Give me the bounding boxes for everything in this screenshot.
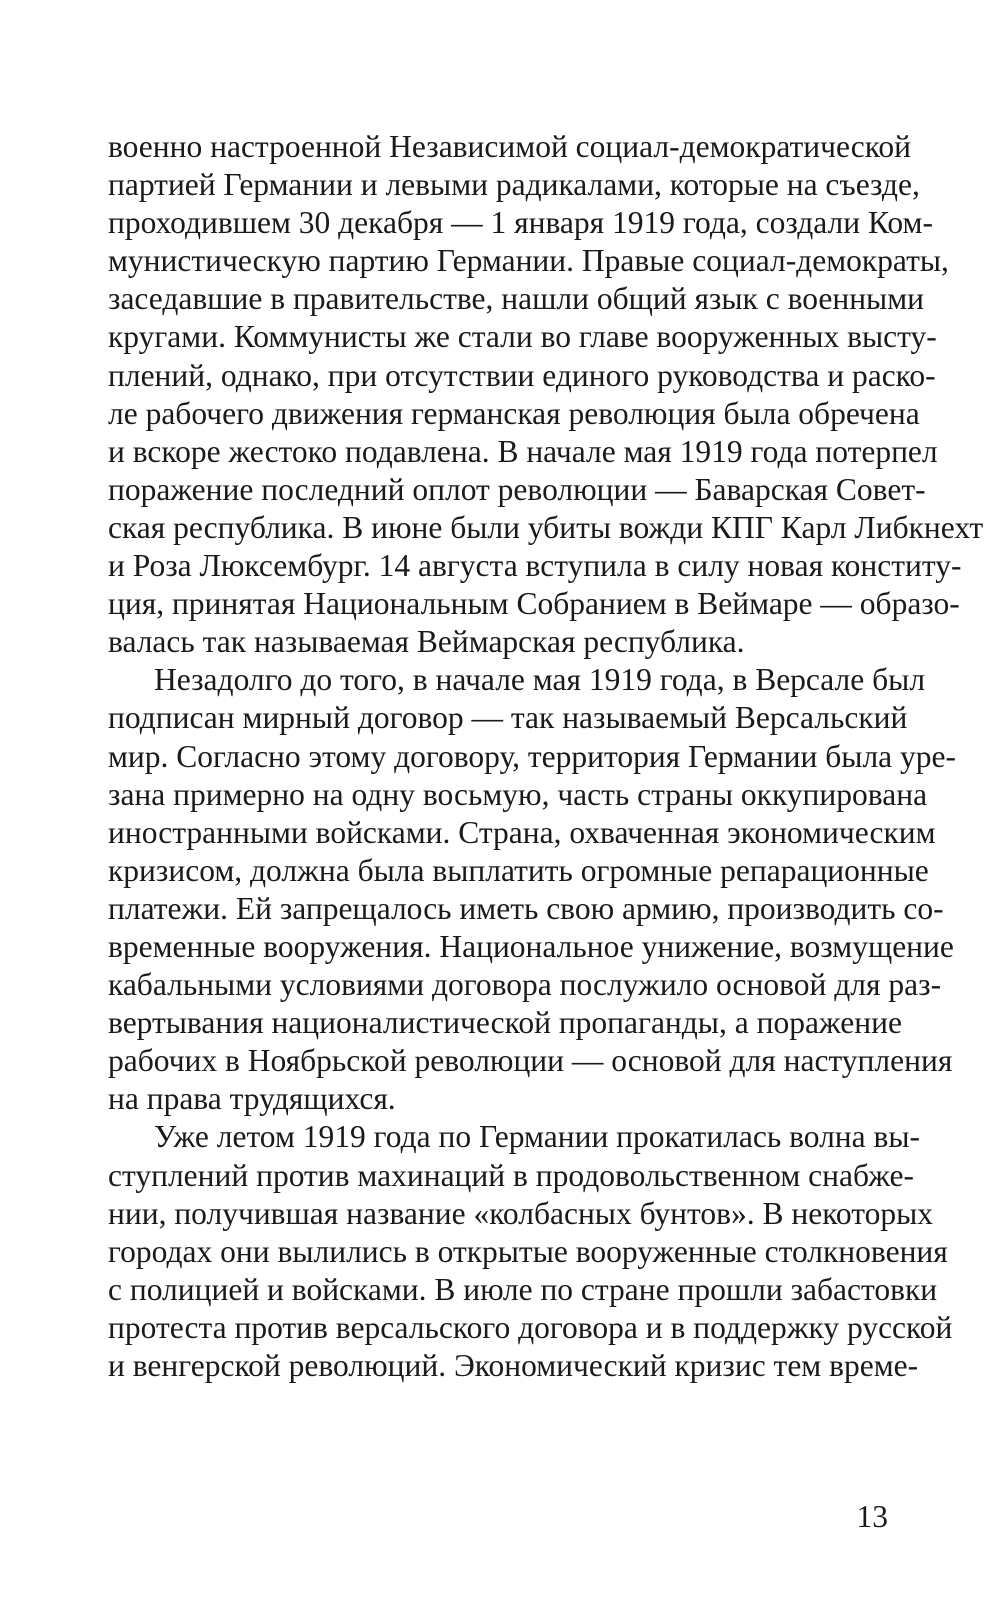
text-line: городах они вылились в открытые вооруженные столкновения <box>108 1233 948 1269</box>
text-line: нии, получившая название «колбасных бунтов». В некоторых <box>108 1195 934 1231</box>
text-line: Уже летом 1919 года по Германии прокатилась волна вы- <box>154 1119 921 1155</box>
text-line: ская республика. В июне были убиты вожди КПГ Карл Либкнехт <box>108 509 984 545</box>
text-line: ле рабочего движения германская революция была обречена <box>108 395 920 431</box>
text-line: зана примерно на одну восьмую, часть страны оккупирована <box>108 776 928 812</box>
text-line: платежи. Ей запрещалось иметь свою армию, производить со- <box>108 890 944 926</box>
text-line: заседавшие в правительстве, нашли общий язык с военными <box>108 281 925 317</box>
text-line: военно настроенной Независимой социал-демократической <box>108 129 912 164</box>
text-line: ция, принятая Национальным Собранием в Веймаре — образо- <box>108 586 960 622</box>
text-line: вертывания националистической пропаганды, а поражение <box>108 1005 902 1041</box>
text-line: и венгерской революций. Экономический кризис тем време- <box>108 1348 919 1383</box>
text-line: кабальными условиями договора послужило основой для раз- <box>108 967 942 1003</box>
body-text <box>108 128 984 1385</box>
text-line: мунистическую партию Германии. Правые социал-демократы, <box>108 243 949 279</box>
text-line: на права трудящихся. <box>108 1081 396 1117</box>
text-line: ступлений против махинаций в продовольственном снабже- <box>108 1157 915 1193</box>
text-line: партией Германии и левыми радикалами, которые на съезде, <box>108 167 920 203</box>
text-line: и вскоре жестоко подавлена. В начале мая 1919 года потерпел <box>108 433 938 469</box>
text-line: мир. Согласно этому договору, территория Германии была уре- <box>108 738 956 774</box>
text-line: временные вооружения. Национальное унижение, возмущение <box>108 928 954 964</box>
text-line: Незадолго до того, в начале мая 1919 года, в Версале был <box>154 662 926 698</box>
text-line: иностранными войсками. Страна, охваченная экономическим <box>108 814 936 850</box>
page-number: 13 <box>856 1499 888 1534</box>
text-line: рабочих в Ноябрьской революции — основой для наступления <box>108 1043 953 1079</box>
text-line: плений, однако, при отсутствии единого руководства и раско- <box>108 357 936 393</box>
text-line: и Роза Люксембург. 14 августа вступила в силу новая конститу- <box>108 548 962 584</box>
text-line: протеста против версальского договора и в поддержку русской <box>108 1309 953 1345</box>
text-line: валась так называемая Веймарская республика. <box>108 624 745 660</box>
text-line: проходившем 30 декабря — 1 января 1919 года, создали Ком- <box>108 205 933 241</box>
text-line: поражение последний оплот революции — Баварская Совет- <box>108 471 926 507</box>
text-line: с полицией и войсками. В июле по стране прошли забастовки <box>108 1271 938 1307</box>
text-line: кризисом, должна была выплатить огромные репарационные <box>108 852 929 888</box>
text-line: кругами. Коммунисты же стали во главе вооруженных высту- <box>108 319 937 355</box>
text-line: подписан мирный договор — так называемый Версальский <box>108 700 908 736</box>
